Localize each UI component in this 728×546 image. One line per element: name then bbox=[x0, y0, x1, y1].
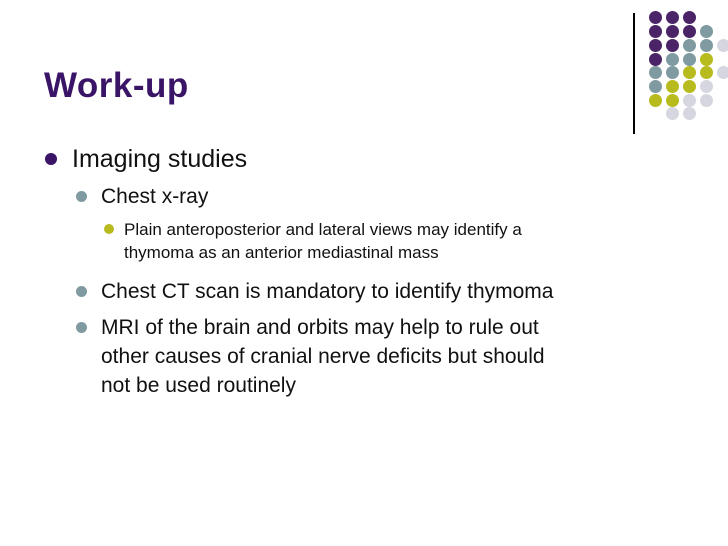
bullet-item-level2 bbox=[101, 182, 208, 211]
bullet-icon bbox=[76, 322, 87, 333]
bullet-icon bbox=[76, 286, 87, 297]
bullet-icon bbox=[76, 191, 87, 202]
bullet-text-line: not be used routinely bbox=[101, 374, 296, 397]
decorative-dot bbox=[683, 107, 696, 120]
bullet-text-line: MRI of the brain and orbits may help to rule out bbox=[101, 316, 539, 339]
decorative-dot bbox=[683, 11, 696, 24]
decorative-dot bbox=[649, 66, 662, 79]
decorative-dot bbox=[683, 53, 696, 66]
decorative-dot bbox=[666, 107, 679, 120]
decorative-dot bbox=[649, 53, 662, 66]
decorative-dot bbox=[666, 94, 679, 107]
decorative-dot bbox=[649, 25, 662, 38]
bullet-icon bbox=[104, 224, 114, 234]
decorative-dot bbox=[666, 80, 679, 93]
bullet-text: Imaging studies bbox=[72, 145, 248, 173]
decorative-dot bbox=[717, 66, 728, 79]
decorative-dot bbox=[649, 11, 662, 24]
decorative-dot bbox=[666, 11, 679, 24]
decorative-dot bbox=[649, 80, 662, 93]
bullet-item-level3 bbox=[124, 218, 522, 264]
decorative-dot bbox=[683, 66, 696, 79]
decorative-dot bbox=[700, 25, 713, 38]
bullet-text-line: Plain anteroposterior and lateral views may identify a bbox=[124, 220, 522, 239]
decorative-dot bbox=[683, 39, 696, 52]
bullet-icon bbox=[45, 153, 57, 165]
decorative-dot bbox=[683, 94, 696, 107]
decorative-dot bbox=[666, 66, 679, 79]
decorative-dot bbox=[649, 39, 662, 52]
decorative-dot bbox=[700, 39, 713, 52]
bullet-item-level2 bbox=[101, 313, 545, 400]
slide-title: Work-up bbox=[44, 66, 189, 105]
decorative-dot bbox=[649, 94, 662, 107]
bullet-item-level1 bbox=[72, 144, 247, 174]
decorative-dot bbox=[700, 80, 713, 93]
bullet-text-line: other causes of cranial nerve deficits but should bbox=[101, 345, 545, 368]
decorative-dot bbox=[683, 25, 696, 38]
decorative-dot bbox=[666, 25, 679, 38]
bullet-item-level2 bbox=[101, 277, 553, 306]
decorative-divider-line bbox=[633, 13, 635, 134]
bullet-text: Chest CT scan is mandatory to identify thymoma bbox=[101, 280, 554, 303]
bullet-text: Chest x-ray bbox=[101, 185, 209, 208]
decorative-dot bbox=[666, 53, 679, 66]
decorative-dot bbox=[717, 39, 728, 52]
decorative-dot bbox=[666, 39, 679, 52]
decorative-dot bbox=[700, 53, 713, 66]
decorative-dot bbox=[700, 66, 713, 79]
bullet-text-line: thymoma as an anterior mediastinal mass bbox=[124, 243, 439, 262]
decorative-dot bbox=[700, 94, 713, 107]
decorative-dot bbox=[683, 80, 696, 93]
